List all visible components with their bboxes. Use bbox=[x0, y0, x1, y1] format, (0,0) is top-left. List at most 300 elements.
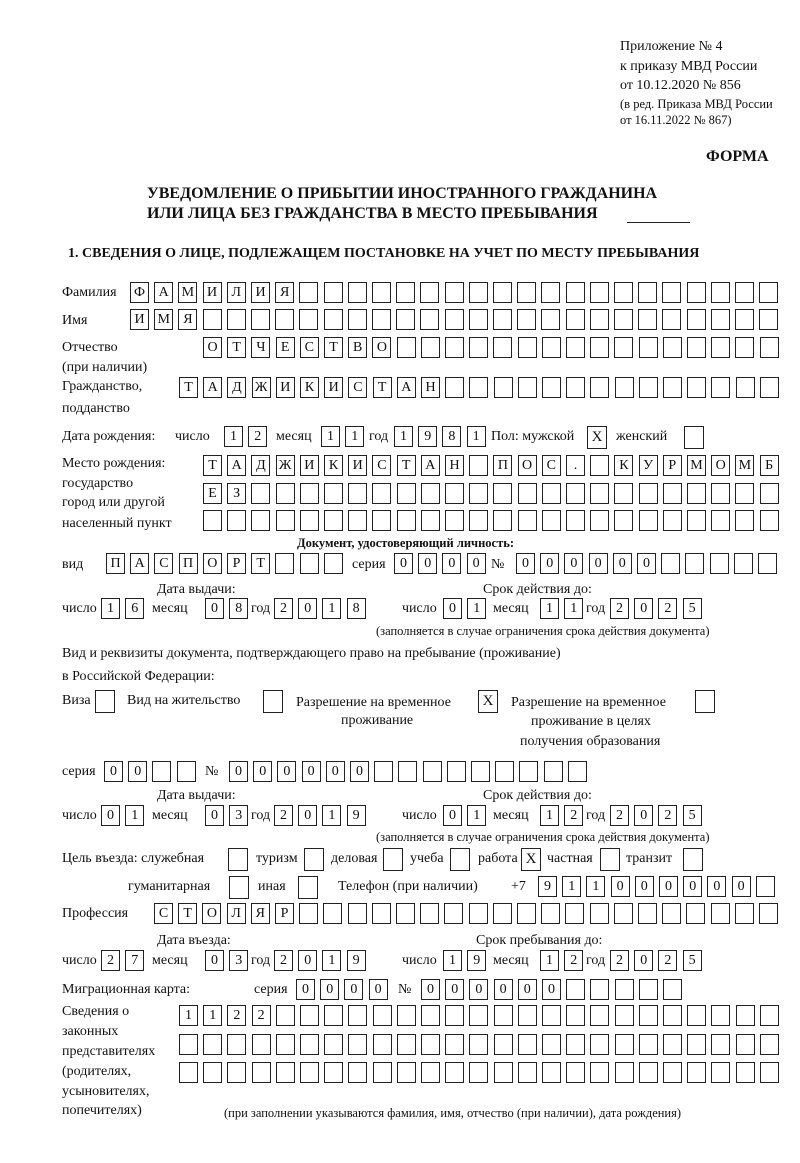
char-cell[interactable]: 0 bbox=[732, 876, 751, 897]
char-cell[interactable]: О bbox=[711, 455, 730, 476]
char-cell[interactable]: 9 bbox=[347, 950, 366, 971]
char-cell[interactable]: 0 bbox=[104, 761, 123, 782]
char-cell[interactable]: М bbox=[735, 455, 754, 476]
char-cell[interactable] bbox=[736, 1005, 755, 1026]
char-cell[interactable] bbox=[663, 1062, 682, 1083]
char-cell[interactable] bbox=[566, 337, 585, 358]
char-cell[interactable] bbox=[663, 483, 682, 504]
char-cell[interactable] bbox=[615, 979, 634, 1000]
char-cell[interactable] bbox=[324, 282, 343, 303]
char-cell[interactable] bbox=[686, 903, 705, 924]
char-cell[interactable] bbox=[348, 1034, 367, 1055]
char-cell[interactable] bbox=[566, 282, 585, 303]
char-cell[interactable]: 0 bbox=[277, 761, 296, 782]
char-cell[interactable] bbox=[518, 483, 537, 504]
char-cell[interactable] bbox=[711, 337, 730, 358]
char-cell[interactable] bbox=[759, 309, 778, 330]
char-cell[interactable]: 2 bbox=[564, 805, 583, 826]
char-cell[interactable]: М bbox=[178, 282, 197, 303]
char-cell[interactable] bbox=[203, 309, 222, 330]
char-cell[interactable]: Л bbox=[227, 282, 246, 303]
char-cell[interactable] bbox=[542, 337, 561, 358]
char-cell[interactable]: 5 bbox=[683, 950, 702, 971]
char-cell[interactable] bbox=[373, 1034, 392, 1055]
char-cell[interactable] bbox=[518, 337, 537, 358]
char-cell[interactable] bbox=[444, 903, 463, 924]
char-cell[interactable] bbox=[397, 1034, 416, 1055]
char-cell[interactable] bbox=[663, 979, 682, 1000]
char-cell[interactable] bbox=[760, 337, 779, 358]
char-cell[interactable]: 1 bbox=[586, 876, 605, 897]
char-cell[interactable]: 1 bbox=[467, 805, 486, 826]
char-cell[interactable]: 0 bbox=[205, 598, 224, 619]
char-cell[interactable] bbox=[227, 1062, 246, 1083]
char-cell[interactable] bbox=[374, 761, 393, 782]
char-cell[interactable] bbox=[614, 309, 633, 330]
char-cell[interactable] bbox=[373, 1062, 392, 1083]
char-cell[interactable]: 0 bbox=[518, 979, 537, 1000]
char-cell[interactable] bbox=[590, 309, 609, 330]
char-cell[interactable] bbox=[687, 510, 706, 531]
char-cell[interactable] bbox=[397, 1062, 416, 1083]
char-cell[interactable] bbox=[493, 510, 512, 531]
char-cell[interactable] bbox=[227, 309, 246, 330]
temp-permit-checkbox[interactable]: X bbox=[478, 690, 498, 713]
char-cell[interactable] bbox=[541, 903, 560, 924]
char-cell[interactable] bbox=[372, 282, 391, 303]
char-cell[interactable] bbox=[687, 1005, 706, 1026]
char-cell[interactable]: 1 bbox=[322, 950, 341, 971]
char-cell[interactable]: 0 bbox=[350, 761, 369, 782]
char-cell[interactable] bbox=[760, 1005, 779, 1026]
char-cell[interactable] bbox=[276, 1005, 295, 1026]
char-cell[interactable]: А bbox=[397, 377, 416, 398]
char-cell[interactable] bbox=[421, 510, 440, 531]
char-cell[interactable] bbox=[590, 1034, 609, 1055]
char-cell[interactable] bbox=[544, 761, 563, 782]
char-cell[interactable]: 0 bbox=[369, 979, 388, 1000]
char-cell[interactable] bbox=[227, 1034, 246, 1055]
char-cell[interactable] bbox=[760, 1034, 779, 1055]
char-cell[interactable] bbox=[687, 282, 706, 303]
char-cell[interactable]: 0 bbox=[421, 979, 440, 1000]
char-cell[interactable]: 5 bbox=[683, 598, 702, 619]
char-cell[interactable] bbox=[396, 903, 415, 924]
char-cell[interactable]: И bbox=[276, 377, 295, 398]
char-cell[interactable] bbox=[735, 337, 754, 358]
char-cell[interactable]: 2 bbox=[252, 1005, 271, 1026]
char-cell[interactable] bbox=[517, 309, 536, 330]
char-cell[interactable]: 0 bbox=[253, 761, 272, 782]
char-cell[interactable]: Н bbox=[445, 455, 464, 476]
char-cell[interactable] bbox=[299, 282, 318, 303]
char-cell[interactable]: 0 bbox=[320, 979, 339, 1000]
char-cell[interactable]: Т bbox=[178, 903, 197, 924]
char-cell[interactable] bbox=[348, 510, 367, 531]
char-cell[interactable]: 8 bbox=[442, 426, 461, 447]
char-cell[interactable] bbox=[590, 337, 609, 358]
char-cell[interactable] bbox=[397, 510, 416, 531]
char-cell[interactable] bbox=[760, 1062, 779, 1083]
char-cell[interactable]: 2 bbox=[101, 950, 120, 971]
char-cell[interactable] bbox=[687, 1062, 706, 1083]
char-cell[interactable]: 2 bbox=[227, 1005, 246, 1026]
char-cell[interactable] bbox=[276, 510, 295, 531]
char-cell[interactable] bbox=[639, 1005, 658, 1026]
purpose-humanitarian-checkbox[interactable] bbox=[229, 876, 249, 899]
char-cell[interactable] bbox=[711, 1005, 730, 1026]
char-cell[interactable]: К bbox=[614, 455, 633, 476]
char-cell[interactable]: 0 bbox=[637, 553, 656, 574]
char-cell[interactable]: С bbox=[300, 337, 319, 358]
char-cell[interactable] bbox=[276, 483, 295, 504]
char-cell[interactable] bbox=[471, 761, 490, 782]
char-cell[interactable]: 9 bbox=[418, 426, 437, 447]
char-cell[interactable] bbox=[711, 309, 730, 330]
char-cell[interactable] bbox=[299, 903, 318, 924]
char-cell[interactable] bbox=[639, 377, 658, 398]
char-cell[interactable] bbox=[615, 1005, 634, 1026]
char-cell[interactable] bbox=[372, 903, 391, 924]
char-cell[interactable]: 0 bbox=[101, 805, 120, 826]
char-cell[interactable] bbox=[447, 761, 466, 782]
char-cell[interactable] bbox=[687, 377, 706, 398]
char-cell[interactable]: 1 bbox=[125, 805, 144, 826]
char-cell[interactable] bbox=[687, 483, 706, 504]
char-cell[interactable] bbox=[324, 510, 343, 531]
char-cell[interactable]: 0 bbox=[205, 805, 224, 826]
char-cell[interactable] bbox=[300, 510, 319, 531]
char-cell[interactable] bbox=[397, 1005, 416, 1026]
char-cell[interactable] bbox=[445, 1034, 464, 1055]
char-cell[interactable] bbox=[324, 553, 343, 574]
char-cell[interactable] bbox=[639, 1062, 658, 1083]
char-cell[interactable] bbox=[445, 309, 464, 330]
char-cell[interactable] bbox=[179, 1062, 198, 1083]
char-cell[interactable]: Р bbox=[227, 553, 246, 574]
char-cell[interactable] bbox=[711, 377, 730, 398]
char-cell[interactable] bbox=[445, 377, 464, 398]
char-cell[interactable]: Н bbox=[421, 377, 440, 398]
char-cell[interactable] bbox=[421, 1034, 440, 1055]
char-cell[interactable]: Я bbox=[178, 309, 197, 330]
char-cell[interactable] bbox=[494, 1005, 513, 1026]
char-cell[interactable] bbox=[661, 553, 680, 574]
char-cell[interactable]: 0 bbox=[540, 553, 559, 574]
char-cell[interactable] bbox=[420, 309, 439, 330]
char-cell[interactable] bbox=[614, 510, 633, 531]
char-cell[interactable] bbox=[495, 761, 514, 782]
purpose-service-checkbox[interactable] bbox=[228, 848, 248, 871]
char-cell[interactable]: С bbox=[372, 455, 391, 476]
char-cell[interactable] bbox=[760, 377, 779, 398]
char-cell[interactable] bbox=[299, 309, 318, 330]
char-cell[interactable]: К bbox=[300, 377, 319, 398]
char-cell[interactable] bbox=[735, 309, 754, 330]
char-cell[interactable] bbox=[275, 553, 294, 574]
visa-checkbox[interactable] bbox=[95, 690, 115, 713]
char-cell[interactable]: Д bbox=[227, 377, 246, 398]
char-cell[interactable]: 2 bbox=[610, 805, 629, 826]
char-cell[interactable]: 3 bbox=[229, 950, 248, 971]
char-cell[interactable] bbox=[469, 337, 488, 358]
sex-male-checkbox[interactable]: X bbox=[587, 426, 607, 449]
char-cell[interactable] bbox=[177, 761, 196, 782]
char-cell[interactable] bbox=[423, 761, 442, 782]
char-cell[interactable]: 8 bbox=[229, 598, 248, 619]
char-cell[interactable]: 0 bbox=[298, 950, 317, 971]
purpose-tourism-checkbox[interactable] bbox=[304, 848, 324, 871]
char-cell[interactable] bbox=[348, 1062, 367, 1083]
char-cell[interactable] bbox=[710, 553, 729, 574]
char-cell[interactable] bbox=[324, 483, 343, 504]
purpose-study-checkbox[interactable] bbox=[450, 848, 470, 871]
char-cell[interactable]: Л bbox=[227, 903, 246, 924]
char-cell[interactable] bbox=[638, 282, 657, 303]
char-cell[interactable] bbox=[590, 1005, 609, 1026]
char-cell[interactable] bbox=[736, 1062, 755, 1083]
char-cell[interactable]: 2 bbox=[274, 805, 293, 826]
char-cell[interactable] bbox=[300, 1062, 319, 1083]
char-cell[interactable] bbox=[639, 1034, 658, 1055]
char-cell[interactable]: 0 bbox=[635, 876, 654, 897]
char-cell[interactable]: В bbox=[348, 337, 367, 358]
char-cell[interactable]: 6 bbox=[125, 598, 144, 619]
char-cell[interactable]: 0 bbox=[445, 979, 464, 1000]
char-cell[interactable] bbox=[687, 337, 706, 358]
char-cell[interactable] bbox=[493, 337, 512, 358]
char-cell[interactable]: 1 bbox=[345, 426, 364, 447]
char-cell[interactable]: Е bbox=[203, 483, 222, 504]
char-cell[interactable] bbox=[639, 337, 658, 358]
char-cell[interactable] bbox=[348, 483, 367, 504]
char-cell[interactable] bbox=[736, 1034, 755, 1055]
char-cell[interactable] bbox=[542, 1034, 561, 1055]
char-cell[interactable]: 0 bbox=[298, 805, 317, 826]
char-cell[interactable] bbox=[566, 1062, 585, 1083]
char-cell[interactable]: 0 bbox=[298, 598, 317, 619]
char-cell[interactable]: 1 bbox=[540, 598, 559, 619]
char-cell[interactable]: 0 bbox=[229, 761, 248, 782]
char-cell[interactable] bbox=[493, 309, 512, 330]
char-cell[interactable] bbox=[565, 903, 584, 924]
char-cell[interactable] bbox=[614, 483, 633, 504]
char-cell[interactable] bbox=[469, 282, 488, 303]
char-cell[interactable] bbox=[276, 1062, 295, 1083]
char-cell[interactable]: 1 bbox=[179, 1005, 198, 1026]
char-cell[interactable]: 0 bbox=[128, 761, 147, 782]
char-cell[interactable]: 0 bbox=[659, 876, 678, 897]
char-cell[interactable]: 0 bbox=[494, 979, 513, 1000]
char-cell[interactable]: 0 bbox=[302, 761, 321, 782]
char-cell[interactable] bbox=[663, 337, 682, 358]
char-cell[interactable] bbox=[759, 903, 778, 924]
char-cell[interactable]: 0 bbox=[344, 979, 363, 1000]
char-cell[interactable] bbox=[760, 483, 779, 504]
char-cell[interactable]: Е bbox=[276, 337, 295, 358]
char-cell[interactable]: А bbox=[154, 282, 173, 303]
char-cell[interactable]: 1 bbox=[224, 426, 243, 447]
char-cell[interactable] bbox=[300, 553, 319, 574]
char-cell[interactable]: 1 bbox=[322, 805, 341, 826]
char-cell[interactable]: 2 bbox=[658, 950, 677, 971]
char-cell[interactable] bbox=[518, 1034, 537, 1055]
char-cell[interactable]: 3 bbox=[229, 805, 248, 826]
char-cell[interactable] bbox=[445, 483, 464, 504]
char-cell[interactable] bbox=[469, 483, 488, 504]
char-cell[interactable]: Ч bbox=[251, 337, 270, 358]
purpose-work-checkbox[interactable]: X bbox=[521, 848, 541, 871]
char-cell[interactable] bbox=[518, 1005, 537, 1026]
char-cell[interactable]: Я bbox=[275, 282, 294, 303]
char-cell[interactable]: 0 bbox=[634, 805, 653, 826]
char-cell[interactable] bbox=[251, 510, 270, 531]
char-cell[interactable]: А bbox=[227, 455, 246, 476]
char-cell[interactable] bbox=[372, 309, 391, 330]
char-cell[interactable]: 2 bbox=[564, 950, 583, 971]
char-cell[interactable] bbox=[542, 1062, 561, 1083]
char-cell[interactable]: 0 bbox=[564, 553, 583, 574]
char-cell[interactable]: П bbox=[106, 553, 125, 574]
char-cell[interactable] bbox=[493, 282, 512, 303]
char-cell[interactable]: 2 bbox=[610, 598, 629, 619]
char-cell[interactable] bbox=[566, 1005, 585, 1026]
char-cell[interactable]: 1 bbox=[467, 598, 486, 619]
sex-female-checkbox[interactable] bbox=[684, 426, 704, 449]
char-cell[interactable]: З bbox=[227, 483, 246, 504]
char-cell[interactable] bbox=[590, 510, 609, 531]
char-cell[interactable] bbox=[711, 510, 730, 531]
char-cell[interactable] bbox=[639, 510, 658, 531]
char-cell[interactable]: 5 bbox=[683, 805, 702, 826]
char-cell[interactable]: Б bbox=[760, 455, 779, 476]
char-cell[interactable] bbox=[687, 1034, 706, 1055]
char-cell[interactable] bbox=[372, 510, 391, 531]
char-cell[interactable] bbox=[372, 483, 391, 504]
char-cell[interactable] bbox=[469, 455, 488, 476]
char-cell[interactable]: 0 bbox=[394, 553, 413, 574]
char-cell[interactable] bbox=[252, 1034, 271, 1055]
char-cell[interactable]: О bbox=[202, 903, 221, 924]
char-cell[interactable] bbox=[590, 903, 609, 924]
char-cell[interactable] bbox=[663, 1034, 682, 1055]
char-cell[interactable] bbox=[396, 309, 415, 330]
char-cell[interactable]: 1 bbox=[394, 426, 413, 447]
char-cell[interactable] bbox=[734, 553, 753, 574]
char-cell[interactable] bbox=[566, 309, 585, 330]
char-cell[interactable] bbox=[685, 553, 704, 574]
char-cell[interactable]: 0 bbox=[443, 598, 462, 619]
char-cell[interactable] bbox=[421, 483, 440, 504]
title-blank-line[interactable] bbox=[627, 206, 690, 223]
char-cell[interactable]: И bbox=[251, 282, 270, 303]
purpose-private-checkbox[interactable] bbox=[600, 848, 620, 871]
char-cell[interactable] bbox=[300, 483, 319, 504]
char-cell[interactable] bbox=[300, 1005, 319, 1026]
char-cell[interactable] bbox=[542, 1005, 561, 1026]
char-cell[interactable]: . bbox=[566, 455, 585, 476]
char-cell[interactable]: Ф bbox=[130, 282, 149, 303]
char-cell[interactable]: И bbox=[300, 455, 319, 476]
char-cell[interactable] bbox=[203, 510, 222, 531]
char-cell[interactable] bbox=[445, 282, 464, 303]
char-cell[interactable] bbox=[396, 282, 415, 303]
char-cell[interactable]: М bbox=[154, 309, 173, 330]
char-cell[interactable] bbox=[711, 282, 730, 303]
char-cell[interactable] bbox=[568, 761, 587, 782]
char-cell[interactable] bbox=[735, 483, 754, 504]
char-cell[interactable] bbox=[517, 903, 536, 924]
char-cell[interactable] bbox=[469, 903, 488, 924]
char-cell[interactable] bbox=[736, 377, 755, 398]
purpose-other-checkbox[interactable] bbox=[298, 876, 318, 899]
char-cell[interactable] bbox=[518, 510, 537, 531]
char-cell[interactable] bbox=[348, 1005, 367, 1026]
char-cell[interactable]: 0 bbox=[296, 979, 315, 1000]
char-cell[interactable]: Я bbox=[251, 903, 270, 924]
char-cell[interactable] bbox=[711, 1062, 730, 1083]
char-cell[interactable] bbox=[227, 510, 246, 531]
char-cell[interactable] bbox=[614, 282, 633, 303]
char-cell[interactable]: И bbox=[324, 377, 343, 398]
char-cell[interactable] bbox=[614, 337, 633, 358]
char-cell[interactable] bbox=[758, 553, 777, 574]
char-cell[interactable] bbox=[711, 1034, 730, 1055]
char-cell[interactable]: 0 bbox=[443, 805, 462, 826]
char-cell[interactable] bbox=[518, 1062, 537, 1083]
char-cell[interactable] bbox=[542, 510, 561, 531]
char-cell[interactable]: 0 bbox=[707, 876, 726, 897]
char-cell[interactable] bbox=[251, 309, 270, 330]
char-cell[interactable] bbox=[590, 282, 609, 303]
char-cell[interactable]: 2 bbox=[658, 805, 677, 826]
char-cell[interactable] bbox=[152, 761, 171, 782]
char-cell[interactable] bbox=[493, 903, 512, 924]
char-cell[interactable]: А bbox=[130, 553, 149, 574]
char-cell[interactable] bbox=[421, 1005, 440, 1026]
char-cell[interactable] bbox=[590, 483, 609, 504]
char-cell[interactable] bbox=[663, 377, 682, 398]
char-cell[interactable] bbox=[469, 510, 488, 531]
purpose-transit-checkbox[interactable] bbox=[683, 848, 703, 871]
char-cell[interactable] bbox=[398, 761, 417, 782]
char-cell[interactable] bbox=[373, 1005, 392, 1026]
char-cell[interactable] bbox=[566, 1034, 585, 1055]
temp-edu-permit-checkbox[interactable] bbox=[695, 690, 715, 713]
char-cell[interactable]: С bbox=[348, 377, 367, 398]
char-cell[interactable]: Т bbox=[397, 455, 416, 476]
char-cell[interactable] bbox=[494, 1034, 513, 1055]
char-cell[interactable]: О bbox=[518, 455, 537, 476]
char-cell[interactable]: У bbox=[639, 455, 658, 476]
char-cell[interactable] bbox=[735, 903, 754, 924]
char-cell[interactable] bbox=[759, 282, 778, 303]
char-cell[interactable] bbox=[420, 903, 439, 924]
char-cell[interactable] bbox=[469, 309, 488, 330]
char-cell[interactable] bbox=[519, 761, 538, 782]
char-cell[interactable]: Т bbox=[373, 377, 392, 398]
char-cell[interactable]: 0 bbox=[467, 553, 486, 574]
char-cell[interactable] bbox=[251, 483, 270, 504]
char-cell[interactable]: П bbox=[493, 455, 512, 476]
char-cell[interactable]: Р bbox=[663, 455, 682, 476]
char-cell[interactable] bbox=[324, 1062, 343, 1083]
char-cell[interactable] bbox=[542, 377, 561, 398]
char-cell[interactable]: О bbox=[203, 553, 222, 574]
char-cell[interactable] bbox=[445, 1062, 464, 1083]
char-cell[interactable] bbox=[663, 510, 682, 531]
char-cell[interactable] bbox=[542, 483, 561, 504]
